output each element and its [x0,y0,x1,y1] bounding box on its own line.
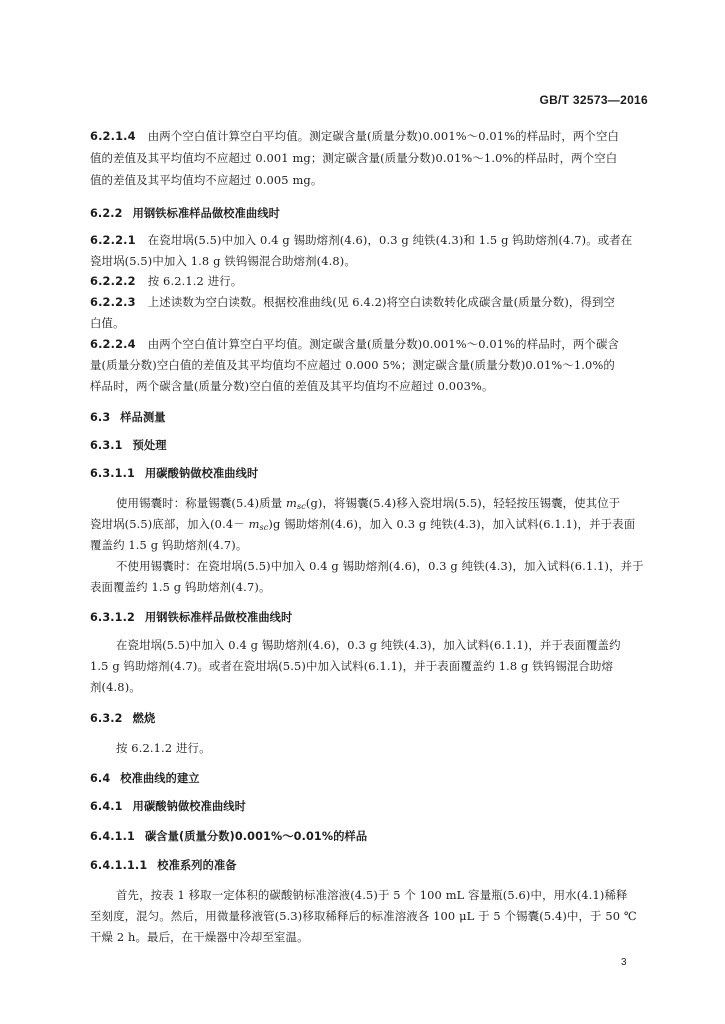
para-6-3-1-1-a-line-2: 瓷坩埚(5.5)底部，加入$(0.4- m_{sc})g$ 锡助熔剂(4.6)，加入 0.3 g 纯铁(4.3)，加入试料(6.1.1)，并于表面 [90,517,636,532]
para-6-3-1-1-b-line-1: 不使用锡囊时：在瓷坩埚(5.5)中加入 0.4 g 锡助熔剂(4.6)，0.3 g 纯铁(4.3)，加入试料(6.1.1)，并于 [116,559,644,573]
heading-6-2-2: 6.2.2 用钢铁标准样品做校准曲线时 [90,207,280,220]
para-6-3-1-2-line-1: 在瓷坩埚(5.5)中加入 0.4 g 锡助熔剂(4.6)，0.3 g 纯铁(4.3)，加入试料(6.1.1)，并于表面覆盖约 [116,638,621,652]
heading-6-4: 6.4 校准曲线的建立 [90,772,200,785]
para-6-3-2: 按 6.2.1.2 进行。 [116,741,211,755]
variable-m: m [248,517,260,531]
clause-number: 6.2.2.4 [90,337,136,351]
heading-6-3-1-1: 6.3.1.1 用碳酸钠做校准曲线时 [90,467,259,480]
para-6-2-2-4-line-2: 量(质量分数)空白值的差值及其平均值均不应超过 0.000 5%；测定碳含量(质量分数)0.01%～1.0%的 [90,358,615,372]
para-6-2-1-4-line-3: 值的差值及其平均值均不应超过 0.005 mg。 [90,173,323,187]
page-number: 3 [621,957,627,968]
heading-6-4-1-1-1: 6.4.1.1.1 校准系列的准备 [90,859,237,872]
para-6-3-1-1-b-line-2: 表面覆盖约 1.5 g 钨助熔剂(4.7)。 [90,580,271,594]
clause-number: 6.2.2.3 [90,295,136,309]
para-6-2-2-2: 6.2.2.2 按 6.2.1.2 进行。 [90,274,243,288]
para-6-2-2-3-line-1: 6.2.2.3 上述读数为空白读数。根据校准曲线(见 6.4.2)将空白读数转化成碳含量(质量分数)，得到空 [90,295,616,309]
para-6-2-2-4-line-1: 6.2.2.4 由两个空白值计算空白平均值。测定碳含量(质量分数)0.001%～0.01%的样品时，两个碳含 [90,337,620,351]
para-6-3-1-2-line-3: 剂(4.8)。 [90,680,141,694]
para-6-3-1-1-a-line-1: 使用锡囊时：称量锡囊(5.4)质量 $m_{sc}(g)$，将锡囊(5.4)移入瓷坩埚(5.5)，轻轻按压锡囊，使其位于 [116,496,621,511]
para-6-4-1-1-1-line-2: 至刻度，混匀。然后，用微量移液管(5.3)移取稀释后的标准溶液各 100 μL 于 5 个锡囊(5.4)中，于 50 ℃ [90,909,637,923]
para-6-4-1-1-1-line-3: 干燥 2 h。最后，在干燥器中冷却至室温。 [90,930,309,944]
standard-number-header: GB/T 32573—2016 [539,93,648,107]
heading-6-3: 6.3 样品测量 [90,411,166,424]
heading-6-3-2: 6.3.2 燃烧 [90,712,156,725]
variable-subscript: sc [259,523,269,532]
para-6-4-1-1-1-line-1: 首先，按表 1 移取一定体积的碳酸钠标准溶液(4.5)于 5 个 100 mL 容量瓶(5.6)中，用水(4.1)稀释 [116,888,628,902]
heading-6-3-1-2: 6.3.1.2 用钢铁标准样品做校准曲线时 [90,611,293,624]
para-6-3-1-2-line-2: 1.5 g 钨助熔剂(4.7)。或者在瓷坩埚(5.5)中加入试料(6.1.1)，并于表面覆盖约 1.8 g 铁钨锡混合助熔 [90,659,614,673]
heading-6-3-1: 6.3.1 预处理 [90,439,167,452]
para-6-2-1-4-line-2: 值的差值及其平均值均不应超过 0.001 mg；测定碳含量(质量分数)0.01%～1.0%的样品时，两个空白 [90,151,618,165]
variable-m: m [286,496,297,510]
para-6-2-2-1-line-1: 6.2.2.1 在瓷坩埚(5.5)中加入 0.4 g 锡助熔剂(4.6)，0.3 g 纯铁(4.3)和 1.5 g 钨助熔剂(4.7)。或者在 [90,233,633,247]
para-6-2-2-3-line-2: 白值。 [90,316,125,330]
clause-number: 6.2.1.4 [90,129,136,143]
para-6-2-1-4-line-1: 6.2.1.4 由两个空白值计算空白平均值。测定碳含量(质量分数)0.001%～0.01%的样品时，两个空白 [90,129,620,143]
para-6-2-2-4-line-3: 样品时，两个碳含量(质量分数)空白值的差值及其平均值均不应超过 0.003%。 [90,379,494,393]
para-6-2-2-1-line-2: 瓷坩埚(5.5)中加入 1.8 g 铁钨锡混合助熔剂(4.8)。 [90,254,356,268]
para-6-3-1-1-a-line-3: 覆盖约 1.5 g 钨助熔剂(4.7)。 [90,538,248,552]
clause-number: 6.2.2.1 [90,233,136,247]
heading-6-4-1-1: 6.4.1.1 碳含量(质量分数)0.001%～0.01%的样品 [90,830,368,843]
heading-6-4-1: 6.4.1 用碳酸钠做校准曲线时 [90,800,246,813]
clause-number: 6.2.2.2 [90,274,136,288]
variable-subscript: sc [296,502,306,511]
